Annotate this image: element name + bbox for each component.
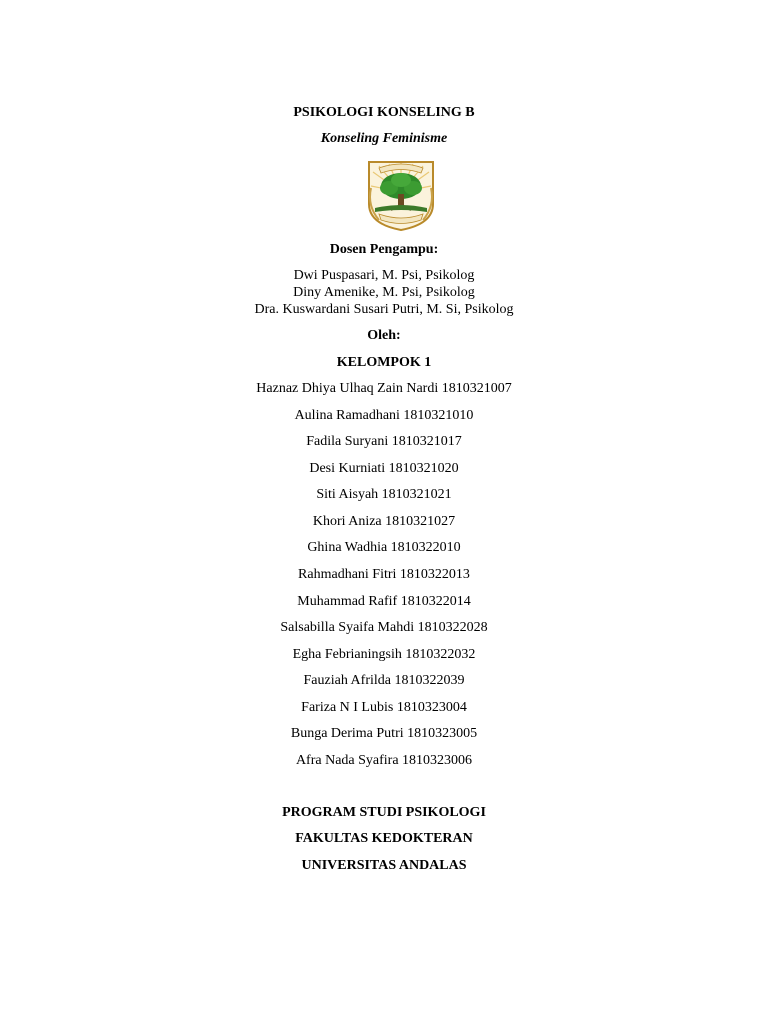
lecturers-heading: Dosen Pengampu: [329, 242, 439, 257]
faculty-name: FAKULTAS KEDOKTERAN [295, 831, 473, 846]
lecturer-name: Diny Amenike, M. Psi, Psikolog [293, 285, 475, 300]
member-item: Haznaz Dhiya Ulhaq Zain Nardi 1810321007 [256, 381, 512, 396]
member-item: Fariza N I Lubis 1810323004 [301, 700, 467, 715]
group-name: KELOMPOK 1 [336, 355, 432, 370]
lecturer-name: Dra. Kuswardani Susari Putri, M. Si, Psikolog [254, 302, 514, 317]
course-title: PSIKOLOGI KONSELING B [293, 105, 475, 120]
member-item: Fadila Suryani 1810321017 [306, 434, 462, 449]
member-item: Afra Nada Syafira 1810323006 [295, 753, 473, 768]
member-item: Salsabilla Syaifa Mahdi 1810322028 [280, 620, 488, 635]
member-item: Rahmadhani Fitri 1810322013 [298, 567, 470, 582]
universitas-andalas-seal-icon [365, 158, 437, 232]
university-name: UNIVERSITAS ANDALAS [301, 858, 467, 873]
member-item: Aulina Ramadhani 1810321010 [294, 408, 474, 423]
member-item: Ghina Wadhia 1810322010 [307, 540, 461, 555]
member-item: Egha Febrianingsih 1810322032 [292, 647, 476, 662]
member-item: Siti Aisyah 1810321021 [316, 487, 452, 502]
member-item: Fauziah Afrilda 1810322039 [303, 673, 465, 688]
member-item: Bunga Derima Putri 1810323005 [290, 726, 478, 741]
member-item: Desi Kurniati 1810321020 [309, 461, 459, 476]
program-name: PROGRAM STUDI PSIKOLOGI [282, 805, 486, 820]
lecturer-name: Dwi Puspasari, M. Psi, Psikolog [293, 268, 475, 283]
member-item: Muhammad Rafif 1810322014 [297, 594, 471, 609]
member-item: Khori Aniza 1810321027 [312, 514, 456, 529]
by-heading: Oleh: [367, 328, 401, 343]
topic-title: Konseling Feminisme [320, 131, 448, 146]
